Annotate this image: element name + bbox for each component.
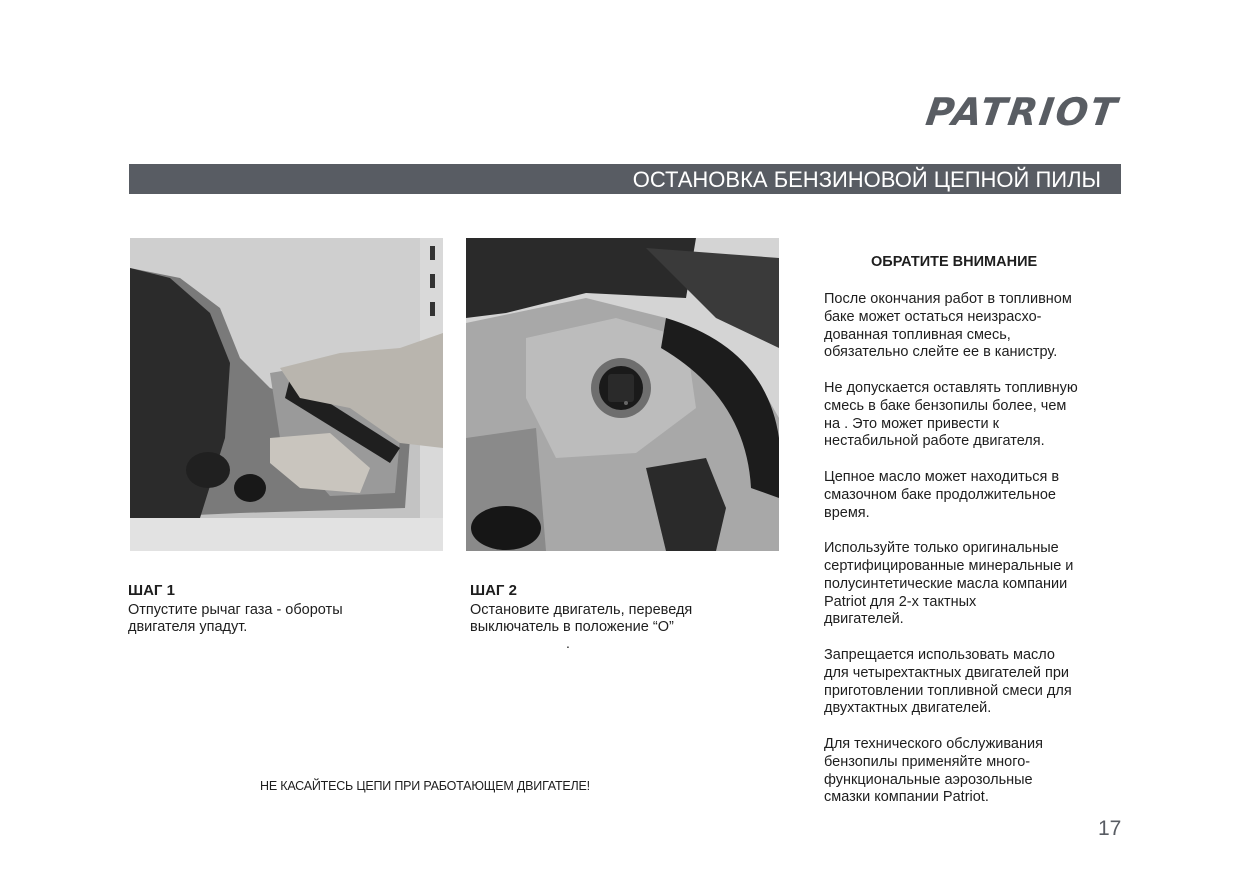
photo-step-2-switch-off (466, 238, 779, 551)
notice-paragraph: Для технического обслуживания бензопилы применяйте много- функциональные аэрозольные смазки компании Patriot. (824, 735, 1043, 806)
notice-paragraph: После окончания работ в топливном баке может остаться неизрасхо- дованная топливная смесь, обязательно слейте ее в канистру. (824, 291, 1072, 361)
step-1 (128, 582, 448, 636)
step-2-title: ШАГ 2 (470, 582, 517, 599)
notice-paragraph: Запрещается использовать масло для четырехтактных двигателей при приготовлении топливной смеси для двухтактных двигателей. (824, 646, 1072, 717)
page-number: 17 (1098, 817, 1122, 840)
notice-paragraph: Не допускается оставлять топливную смесь в баке бензопилы более, чем на . Это может привести к нестабильной работе двигателя. (824, 379, 1078, 450)
step-1-text: Отпустите рычаг газа - обороты двигателя упадут. (128, 602, 343, 635)
step-2-trailing-dot: . (566, 635, 570, 651)
photo-step-1-throttle-release (130, 238, 443, 551)
step-2 (470, 582, 790, 636)
step-2-text: Остановите двигатель, переведя выключатель в положение “О” (470, 602, 693, 635)
page-title: ОСТАНОВКА БЕНЗИНОВОЙ ЦЕПНОЙ ПИЛЫ (632, 167, 1101, 192)
chain-warning: НЕ КАСАЙТЕСЬ ЦЕПИ ПРИ РАБОТАЮЩЕМ ДВИГАТЕЛЕ! (260, 779, 590, 793)
section-banner (129, 164, 1121, 194)
notice-body (824, 291, 1124, 825)
step-1-title: ШАГ 1 (128, 582, 175, 599)
notice-paragraph: Цепное масло может находиться в смазочном баке продолжительное время. (824, 468, 1060, 521)
notice-paragraph: Используйте только оригинальные сертифицированные минеральные и полусинтетические масла компании Patriot для 2-х тактных двигателей. (824, 540, 1074, 628)
notice-title: ОБРАТИТЕ ВНИМАНИЕ (871, 254, 1038, 270)
patriot-logo: PATRIOT (923, 90, 1122, 134)
